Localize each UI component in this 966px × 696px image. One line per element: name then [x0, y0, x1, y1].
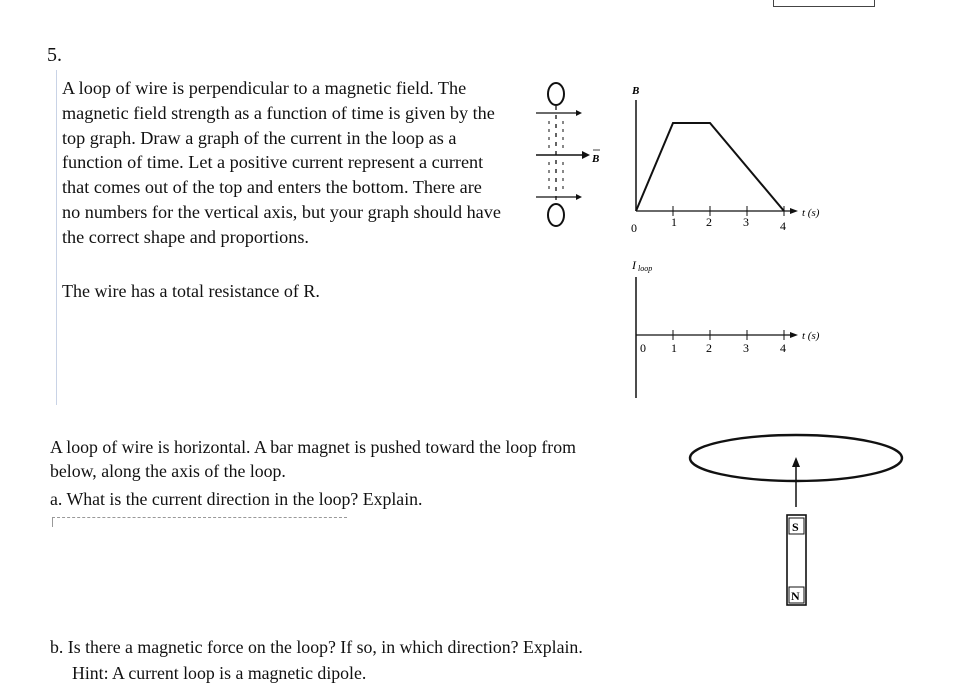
- magnet-north-label: N: [791, 589, 800, 603]
- b-field-graph: [620, 80, 840, 240]
- field-arrows: [536, 110, 590, 200]
- loop-magnet-diagram: [688, 430, 908, 620]
- answer-line: [52, 517, 347, 526]
- question-6-part-b: b. Is there a magnetic force on the loop? If so, in which direction? Explain.: [50, 637, 583, 657]
- magnet-south-label: S: [792, 520, 799, 534]
- i-x-axis-label: t (s): [802, 330, 820, 342]
- b-tick-label-4: 4: [780, 219, 786, 233]
- i-tick-label-2: 2: [706, 341, 712, 355]
- current-graph: [620, 255, 840, 405]
- loop-bottom-icon: [548, 204, 564, 226]
- i-tick-label-3: 3: [743, 341, 749, 355]
- loop-field-diagram: [530, 78, 610, 228]
- i-axis-subscript: loop: [638, 264, 653, 273]
- question-6-part-a: a. What is the current direction in the loop? Explain.: [50, 489, 423, 509]
- b-origin-label: 0: [631, 221, 637, 235]
- corner-box: [773, 0, 875, 7]
- arrow-up-icon: [792, 457, 800, 467]
- field-label: B: [592, 153, 600, 165]
- hint-text: Hint: A current loop is a magnetic dipole.: [72, 663, 367, 683]
- resistance-note: The wire has a total resistance of R.: [62, 281, 320, 301]
- b-tick-label-2: 2: [706, 215, 712, 229]
- question-number: 5.: [47, 44, 62, 66]
- b-x-axis-label: t (s): [802, 207, 820, 219]
- i-tick-label-1: 1: [671, 341, 677, 355]
- question-6-text: A loop of wire is horizontal. A bar magnet is pushed toward the loop from below, along the axis of the loop.: [50, 437, 576, 481]
- question-5-text: A loop of wire is perpendicular to a magnetic field. The magnetic field strength as a function of time is given by the top graph. Draw a graph of the current in the loop as a function of time. Let a positive current represent a current that comes out of the top and enters the bottom. There are no numbers for the vertical axis, but your graph should have the correct shape and proportions.: [62, 78, 501, 247]
- b-tick-label-1: 1: [671, 215, 677, 229]
- loop-top-icon: [548, 83, 564, 105]
- i-origin-label: 0: [640, 341, 646, 355]
- i-tick-label-4: 4: [780, 341, 786, 355]
- i-axis-label: I: [632, 258, 636, 272]
- answer-line-tick: [52, 517, 53, 527]
- b-tick-label-3: 3: [743, 215, 749, 229]
- b-axis-label: B: [632, 85, 640, 97]
- b-field-curve: [636, 123, 784, 211]
